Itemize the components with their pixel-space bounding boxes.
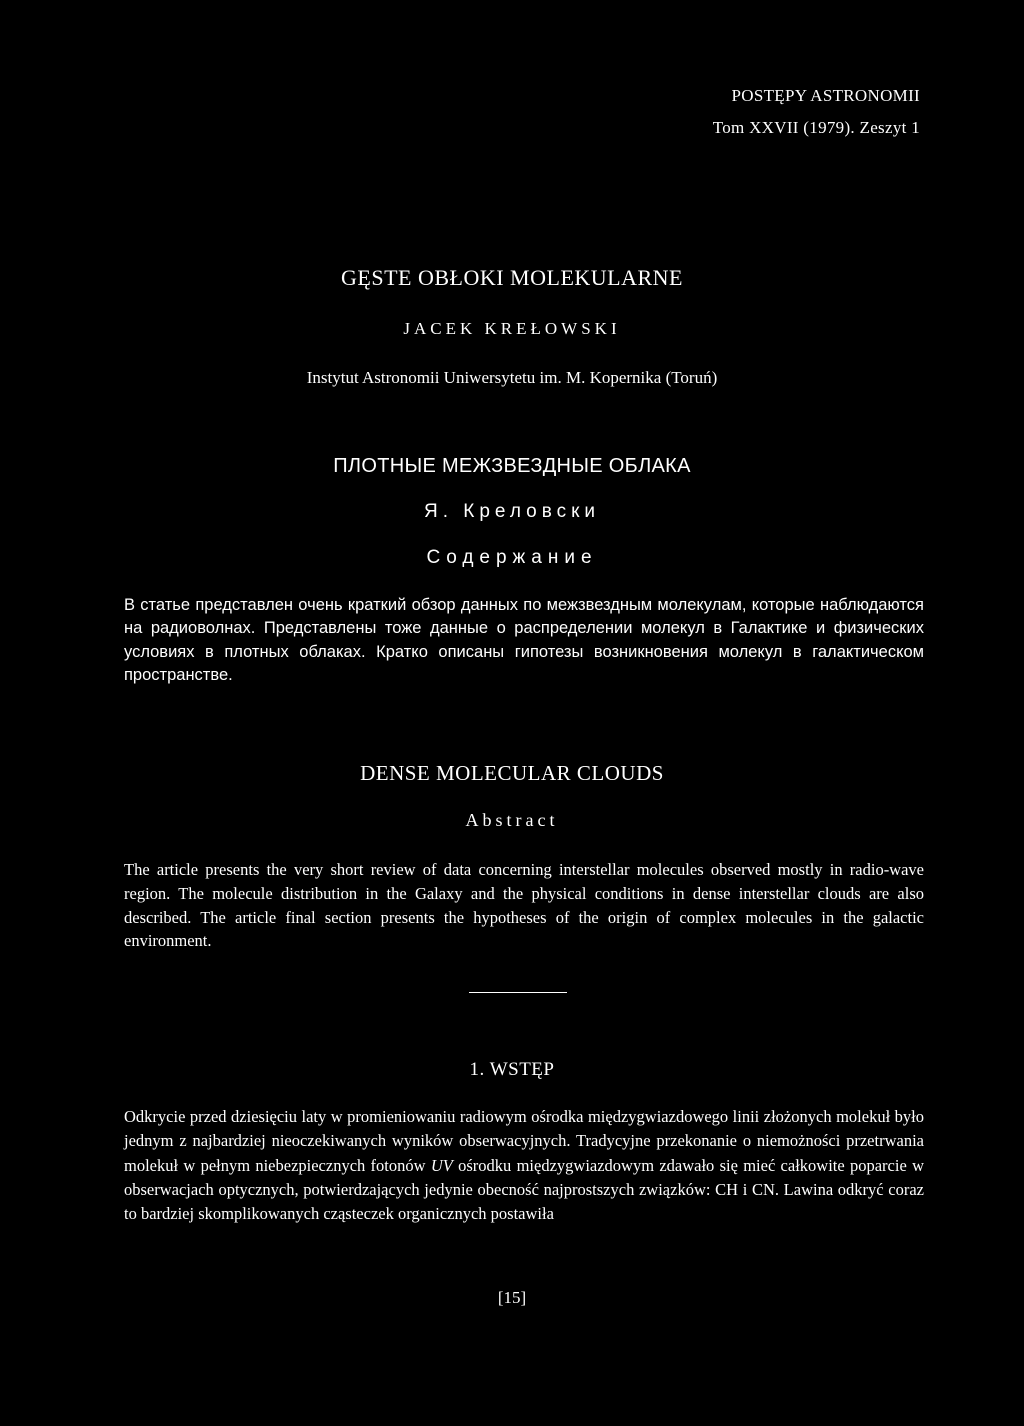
section-divider xyxy=(469,992,567,993)
page-number: [15] xyxy=(497,1288,527,1307)
title-russian: ПЛОТНЫЕ МЕЖЗВЕЗДНЫЕ ОБЛАКА xyxy=(333,455,691,477)
title-english: DENSE MOLECULAR CLOUDS xyxy=(360,761,664,785)
intro-text-part-1: Odkrycie przed dziesięciu laty w promieniowaniu radiowym ośrodka międzygwiazdowego linii złożonych molekuł było jednym z najbardziej nieoczekiwanych wyników obserwacyjnych. Tradycyjne przekonanie o niemożności przetrwania molekuł w pełnym niebezpiecznych fotonów xyxy=(124,1107,924,1175)
intro-paragraph xyxy=(124,1105,924,1226)
abstract-english: The article presents the very short review of data concerning interstellar molecules observed mostly in radio-wave region. The molecule distribution in the Galaxy and the physical conditions in dense interstellar clouds are also described. The article final section presents the hypotheses of the origin of complex molecules in the galactic environment. xyxy=(124,860,924,951)
author-affiliation: Instytut Astronomii Uniwersytetu im. M. Kopernika (Toruń) xyxy=(306,368,718,387)
abstract-heading: Abstract xyxy=(465,810,559,830)
section-heading-intro: 1. WSTĘP xyxy=(469,1059,555,1080)
volume-info: Tom XXVII (1979). Zeszyt 1 xyxy=(712,118,920,137)
journal-name: POSTĘPY ASTRONOMII xyxy=(731,86,920,105)
title-polish: GĘSTE OBŁOKI MOLEKULARNE xyxy=(341,265,683,290)
author-name: JACEK KREŁOWSKI xyxy=(403,319,621,338)
author-russian: Я. Креловски xyxy=(423,501,601,522)
abstract-russian: В статье представлен очень краткий обзор данных по межзвездным молекулам, которые наблюдаются на радиоволнах. Представлены тоже данные о распределении молекул в Галактике и физических условиях в плотных облаках. Кратко описаны гипотезы возникновения молекул в галактическом пространстве. xyxy=(124,596,924,684)
uv-italic: UV xyxy=(430,1155,453,1175)
contents-heading-russian: Содержание xyxy=(426,547,598,568)
intro-text-part-2: ośrodku międzygwiazdowym zdawało się mieć całkowite poparcie w obserwacjach optycznych, potwierdzających jedynie obecność najprostszych związków: CH i CN. Lawina odkryć coraz to bardziej skomplikowanych cząsteczek organicznych postawiła xyxy=(124,1155,924,1224)
